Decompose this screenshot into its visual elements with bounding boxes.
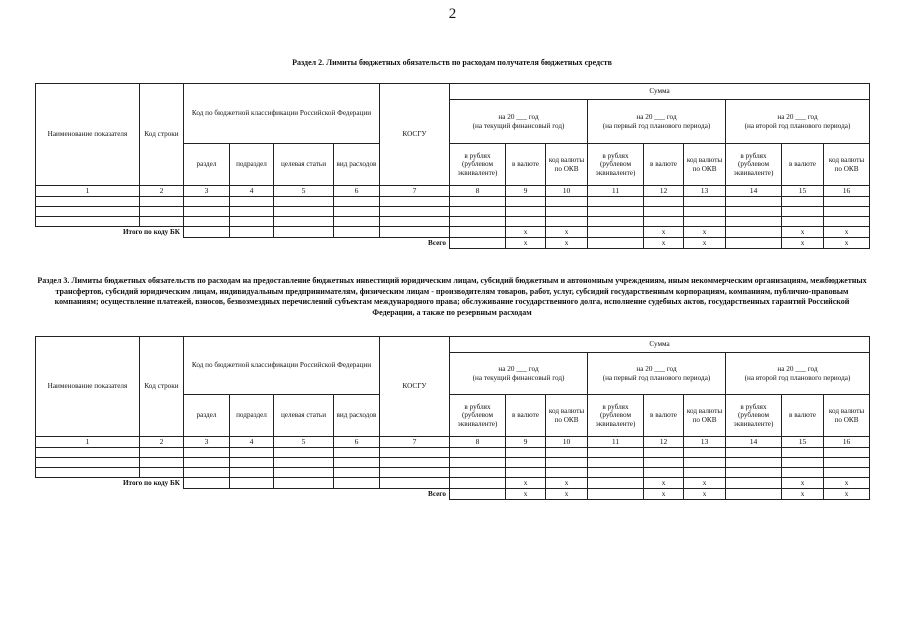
- col-num: 14: [726, 437, 782, 448]
- column-number-row: [36, 186, 870, 197]
- total-bk-row: [36, 227, 870, 238]
- col-num: 4: [230, 186, 274, 197]
- table-row: [36, 197, 870, 207]
- col-num: 8: [450, 186, 506, 197]
- header-rub: в рублях (рублевом эквиваленте): [726, 144, 782, 186]
- x-mark: x: [824, 227, 870, 238]
- col-num: 6: [334, 186, 380, 197]
- section-3-table: [35, 336, 870, 500]
- header-okv: код валюты по ОКВ: [684, 144, 726, 186]
- x-mark: x: [546, 489, 588, 500]
- x-mark: x: [644, 227, 684, 238]
- section-2-title: Раздел 2. Лимиты бюджетных обязательств по расходам получателя бюджетных средств: [292, 58, 612, 67]
- header-kosgu: КОСГУ: [380, 337, 450, 437]
- header-currency: в валюте: [782, 395, 824, 437]
- column-number-row: [36, 437, 870, 448]
- col-num: 9: [506, 437, 546, 448]
- col-num: 7: [380, 437, 450, 448]
- section-3-title: Раздел 3. Лимиты бюджетных обязательств по расходам на предоставление бюджетных инвестиций юридическим лицам, субсидий бюджетным и автономным учреждениям, иным некоммерческим организациям, межбюджетных трансфертов, субсидий юридическим лицам, индивидуальным предпринимателям, физическим лицам - производителям товаров, работ, услуг, субсидий государственным корпорациям, компаниям, публично-правовым компаниям; осуществление платежей, взносов, безвозмездных перечислений субъектам международного права; обслуживание государственного долга, исполнение судебных актов, государственных гарантий Российской Федерации, а также по резервным расходам: [37, 276, 867, 317]
- col-num: 15: [782, 437, 824, 448]
- header-bk-code: Код по бюджетной классификации Российской Федерации: [184, 337, 380, 395]
- total-bk-label: Итого по коду БК: [36, 227, 184, 238]
- x-mark: x: [644, 489, 684, 500]
- col-num: 15: [782, 186, 824, 197]
- x-mark: x: [782, 478, 824, 489]
- header-year-current: на 20 ___ год (на текущий финансовый год): [450, 353, 588, 395]
- x-mark: x: [546, 227, 588, 238]
- x-mark: x: [684, 227, 726, 238]
- total-row: [36, 489, 870, 500]
- x-mark: x: [506, 227, 546, 238]
- col-num: 1: [36, 186, 140, 197]
- header-okv: код валюты по ОКВ: [546, 395, 588, 437]
- header-subsection: подраздел: [230, 144, 274, 186]
- header-currency: в валюте: [506, 395, 546, 437]
- header-rub: в рублях (рублевом эквиваленте): [450, 144, 506, 186]
- x-mark: x: [684, 489, 726, 500]
- x-mark: x: [546, 238, 588, 249]
- col-num: 12: [644, 186, 684, 197]
- header-okv: код валюты по ОКВ: [546, 144, 588, 186]
- x-mark: x: [546, 478, 588, 489]
- header-name: Наименование показателя: [36, 337, 140, 437]
- col-num: 7: [380, 186, 450, 197]
- header-currency: в валюте: [644, 144, 684, 186]
- x-mark: x: [824, 489, 870, 500]
- header-rub: в рублях (рублевом эквиваленте): [726, 395, 782, 437]
- col-num: 4: [230, 437, 274, 448]
- col-num: 5: [274, 437, 334, 448]
- header-sum: Сумма: [450, 337, 870, 353]
- total-label: Всего: [36, 238, 450, 249]
- header-rub: в рублях (рублевом эквиваленте): [450, 395, 506, 437]
- total-row: [36, 238, 870, 249]
- header-currency: в валюте: [644, 395, 684, 437]
- x-mark: x: [824, 478, 870, 489]
- table-row: [36, 207, 870, 217]
- col-num: 10: [546, 186, 588, 197]
- header-row-code: Код строки: [140, 337, 184, 437]
- col-num: 5: [274, 186, 334, 197]
- x-mark: x: [644, 478, 684, 489]
- header-year-second: на 20 ___ год (на второй год планового периода): [726, 100, 870, 144]
- header-name: Наименование показателя: [36, 84, 140, 186]
- header-section: раздел: [184, 144, 230, 186]
- col-num: 2: [140, 186, 184, 197]
- x-mark: x: [644, 238, 684, 249]
- col-num: 6: [334, 437, 380, 448]
- header-target-item: целевая статьи: [274, 144, 334, 186]
- col-num: 11: [588, 186, 644, 197]
- table-row: [36, 468, 870, 478]
- col-num: 11: [588, 437, 644, 448]
- table-row: [36, 458, 870, 468]
- page-number: 2: [448, 6, 457, 22]
- col-num: 8: [450, 437, 506, 448]
- x-mark: x: [782, 238, 824, 249]
- col-num: 12: [644, 437, 684, 448]
- header-expense-type: вид расходов: [334, 144, 380, 186]
- x-mark: x: [684, 478, 726, 489]
- col-num: 13: [684, 186, 726, 197]
- x-mark: x: [782, 489, 824, 500]
- header-year-first: на 20 ___ год (на первый год планового периода): [588, 353, 726, 395]
- col-num: 16: [824, 437, 870, 448]
- header-bk-code: Код по бюджетной классификации Российской Федерации: [184, 84, 380, 144]
- header-rub: в рублях (рублевом эквиваленте): [588, 395, 644, 437]
- header-section: раздел: [184, 395, 230, 437]
- header-year-second: на 20 ___ год (на второй год планового периода): [726, 353, 870, 395]
- header-target-item: целевая статьи: [274, 395, 334, 437]
- total-bk-row: [36, 478, 870, 489]
- section-2-table: [35, 83, 870, 249]
- header-rub: в рублях (рублевом эквиваленте): [588, 144, 644, 186]
- header-currency: в валюте: [506, 144, 546, 186]
- x-mark: x: [782, 227, 824, 238]
- header-okv: код валюты по ОКВ: [824, 395, 870, 437]
- header-currency: в валюте: [782, 144, 824, 186]
- header-subsection: подраздел: [230, 395, 274, 437]
- table-row: [36, 448, 870, 458]
- x-mark: x: [684, 238, 726, 249]
- x-mark: x: [506, 238, 546, 249]
- x-mark: x: [824, 238, 870, 249]
- total-label: Всего: [36, 489, 450, 500]
- table-row: [36, 217, 870, 227]
- x-mark: x: [506, 489, 546, 500]
- header-expense-type: вид расходов: [334, 395, 380, 437]
- header-sum: Сумма: [450, 84, 870, 100]
- col-num: 3: [184, 437, 230, 448]
- header-kosgu: КОСГУ: [380, 84, 450, 186]
- header-okv: код валюты по ОКВ: [684, 395, 726, 437]
- col-num: 9: [506, 186, 546, 197]
- col-num: 1: [36, 437, 140, 448]
- header-year-current: на 20 ___ год (на текущий финансовый год): [450, 100, 588, 144]
- header-okv: код валюты по ОКВ: [824, 144, 870, 186]
- col-num: 10: [546, 437, 588, 448]
- x-mark: x: [506, 478, 546, 489]
- header-year-first: на 20 ___ год (на первый год планового периода): [588, 100, 726, 144]
- col-num: 16: [824, 186, 870, 197]
- col-num: 3: [184, 186, 230, 197]
- header-row-code: Код строки: [140, 84, 184, 186]
- total-bk-label: Итого по коду БК: [36, 478, 184, 489]
- col-num: 14: [726, 186, 782, 197]
- col-num: 2: [140, 437, 184, 448]
- col-num: 13: [684, 437, 726, 448]
